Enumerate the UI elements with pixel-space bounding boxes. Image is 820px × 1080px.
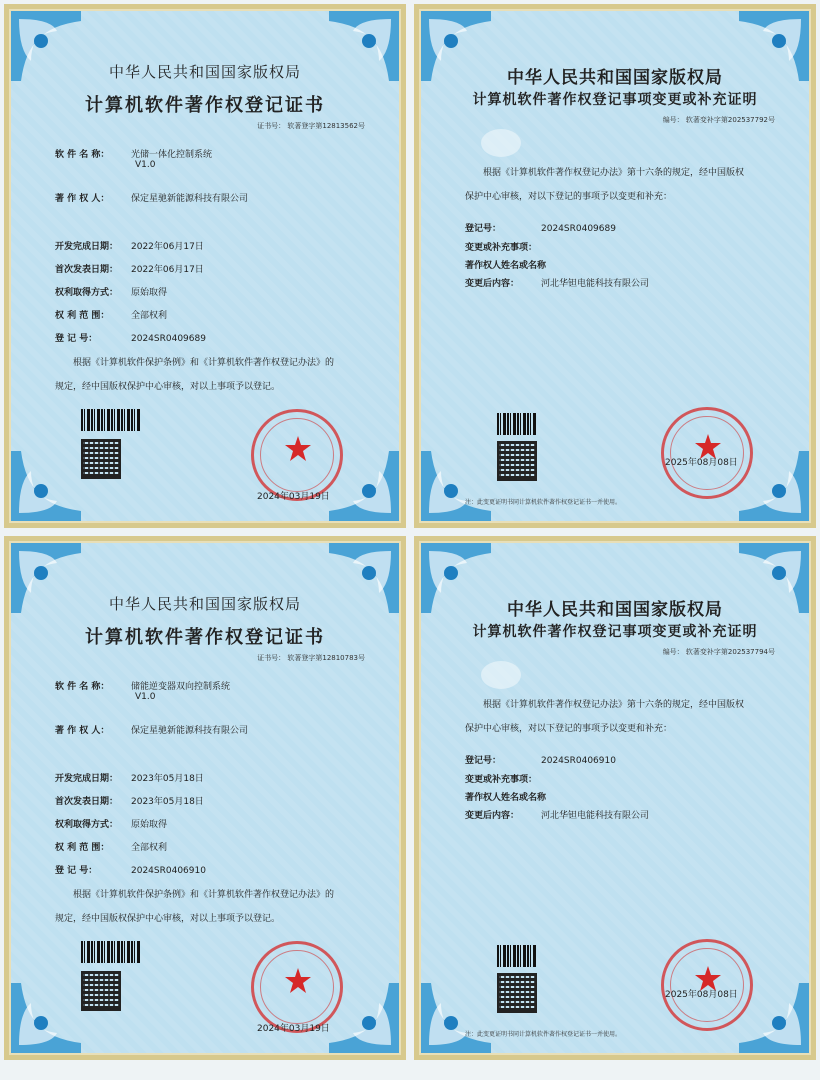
certificate-title: 计算机软件著作权登记事项变更或补充证明 <box>472 624 758 640</box>
agency-name: 中华人民共和国国家版权局 <box>507 600 723 620</box>
usage-note: 注：此变更证明书同计算机软件著作权登记证书一并使用。 <box>465 1031 622 1038</box>
legal-paragraph-2: 规定，经中国版权保护中心审核，对以上事项予以登记。 <box>55 382 281 392</box>
acquire-method: 原始取得 <box>131 820 168 830</box>
certificate-paper <box>419 541 811 1055</box>
owner-name-label: 著作权人姓名或名称 <box>465 261 547 271</box>
reg-number: 2024SR0406910 <box>541 756 616 766</box>
agency-name: 中华人民共和国国家版权局 <box>507 68 723 88</box>
legal-paragraph-2: 保护中心审核，对以下登记的事项予以变更和补充： <box>465 192 673 202</box>
red-seal-icon <box>661 939 753 1031</box>
acquire-method: 原始取得 <box>131 288 168 298</box>
barcode-icon <box>497 413 537 435</box>
legal-paragraph-1: 根据《计算机软件保护条例》和《计算机软件著作权登记办法》的 <box>73 358 335 368</box>
red-seal-icon <box>661 407 753 499</box>
certificate-2 <box>414 4 816 528</box>
legal-paragraph-1: 根据《计算机软件保护条例》和《计算机软件著作权登记办法》的 <box>73 890 335 900</box>
certificate-number: 证书号： 软著登字第12810783号 <box>257 654 365 662</box>
dev-date-row: 开发完成日期： 2023年05月18日 <box>55 774 204 784</box>
qr-code-icon <box>81 971 121 1011</box>
reg-row: 登 记 号： 2024SR0409689 <box>55 334 206 344</box>
pub-date: 2023年05月18日 <box>131 797 204 807</box>
scope-row: 权 利 范 围： 全部权利 <box>55 843 168 853</box>
software-name: 储能逆变器双向控制系统 <box>131 682 231 692</box>
certificate-3 <box>4 536 406 1060</box>
software-name: 光储一体化控制系统 <box>131 150 213 160</box>
legal-paragraph-2: 保护中心审核，对以下登记的事项予以变更和补充： <box>465 724 673 734</box>
qr-code-icon <box>497 973 537 1013</box>
reg-row: 登记号： 2024SR0409689 <box>465 224 616 234</box>
acquire-row: 权利取得方式： 原始取得 <box>55 820 168 830</box>
software-version: V1.0 <box>135 692 156 702</box>
barcode-icon <box>497 945 537 967</box>
red-seal-icon <box>251 409 343 501</box>
rights-scope: 全部权利 <box>131 843 168 853</box>
certificate-number: 编号： 软著变补字第202537792号 <box>662 116 775 124</box>
red-seal-icon <box>251 941 343 1033</box>
pub-date-row: 首次发表日期： 2022年06月17日 <box>55 265 204 275</box>
certificate-1 <box>4 4 406 528</box>
corner-ornament-icon <box>421 983 491 1053</box>
pub-date-row: 首次发表日期： 2023年05月18日 <box>55 797 204 807</box>
after-change-content: 河北华钽电能科技有限公司 <box>541 279 650 289</box>
software-version: V1.0 <box>135 160 156 170</box>
owner-name: 保定星驰新能源科技有限公司 <box>131 726 249 736</box>
owner-name: 保定星驰新能源科技有限公司 <box>131 194 249 204</box>
agency-name: 中华人民共和国国家版权局 <box>108 63 301 81</box>
usage-note: 注：此变更证明书同计算机软件著作权登记证书一并使用。 <box>465 499 622 506</box>
reg-row: 登 记 号： 2024SR0406910 <box>55 866 206 876</box>
legal-paragraph-1: 根据《计算机软件著作权登记办法》第十六条的规定，经中国版权 <box>483 168 745 178</box>
after-change-row: 变更后内容： 河北华钽电能科技有限公司 <box>465 811 650 821</box>
certificate-paper <box>9 541 401 1055</box>
agency-name: 中华人民共和国国家版权局 <box>108 595 301 613</box>
software-name-row: 软 件 名 称： 储能逆变器双向控制系统 <box>55 682 231 692</box>
legal-paragraph-2: 规定，经中国版权保护中心审核，对以上事项予以登记。 <box>55 914 281 924</box>
change-items-label: 变更或补充事项： <box>465 243 538 253</box>
barcode-icon <box>81 941 141 963</box>
barcode-icon <box>81 409 141 431</box>
certificate-number: 证书号： 软著登字第12813562号 <box>257 122 365 130</box>
corner-ornament-icon <box>11 451 81 521</box>
reg-number: 2024SR0406910 <box>131 866 206 876</box>
issue-date: 2025年08月08日 <box>665 458 738 468</box>
acquire-row: 权利取得方式： 原始取得 <box>55 288 168 298</box>
owner-name-label: 著作权人姓名或名称 <box>465 793 547 803</box>
certificate-number: 编号： 软著变补字第202537794号 <box>662 648 775 656</box>
dev-date-row: 开发完成日期： 2022年06月17日 <box>55 242 204 252</box>
after-change-content: 河北华钽电能科技有限公司 <box>541 811 650 821</box>
software-name-row: 软 件 名 称： 光储一体化控制系统 <box>55 150 213 160</box>
owner-row: 著 作 权 人： 保定星驰新能源科技有限公司 <box>55 726 249 736</box>
emblem-watermark-icon <box>481 661 521 689</box>
reg-number: 2024SR0409689 <box>541 224 616 234</box>
qr-code-icon <box>497 441 537 481</box>
rights-scope: 全部权利 <box>131 311 168 321</box>
issue-date: 2024年03月19日 <box>257 492 330 502</box>
certificate-paper <box>9 9 401 523</box>
legal-paragraph-1: 根据《计算机软件著作权登记办法》第十六条的规定，经中国版权 <box>483 700 745 710</box>
pub-date: 2022年06月17日 <box>131 265 204 275</box>
issue-date: 2024年03月19日 <box>257 1024 330 1034</box>
reg-row: 登记号： 2024SR0406910 <box>465 756 616 766</box>
issue-date: 2025年08月08日 <box>665 990 738 1000</box>
scope-row: 权 利 范 围： 全部权利 <box>55 311 168 321</box>
change-items-label: 变更或补充事项： <box>465 775 538 785</box>
certificate-title: 计算机软件著作权登记证书 <box>85 95 325 116</box>
certificate-paper <box>419 9 811 523</box>
qr-code-icon <box>81 439 121 479</box>
dev-date: 2023年05月18日 <box>131 774 204 784</box>
reg-number: 2024SR0409689 <box>131 334 206 344</box>
certificate-title: 计算机软件著作权登记事项变更或补充证明 <box>472 92 758 108</box>
dev-date: 2022年06月17日 <box>131 242 204 252</box>
corner-ornament-icon <box>11 983 81 1053</box>
owner-row: 著 作 权 人： 保定星驰新能源科技有限公司 <box>55 194 249 204</box>
certificate-4 <box>414 536 816 1060</box>
corner-ornament-icon <box>421 451 491 521</box>
certificate-title: 计算机软件著作权登记证书 <box>85 627 325 648</box>
after-change-row: 变更后内容： 河北华钽电能科技有限公司 <box>465 279 650 289</box>
emblem-watermark-icon <box>481 129 521 157</box>
